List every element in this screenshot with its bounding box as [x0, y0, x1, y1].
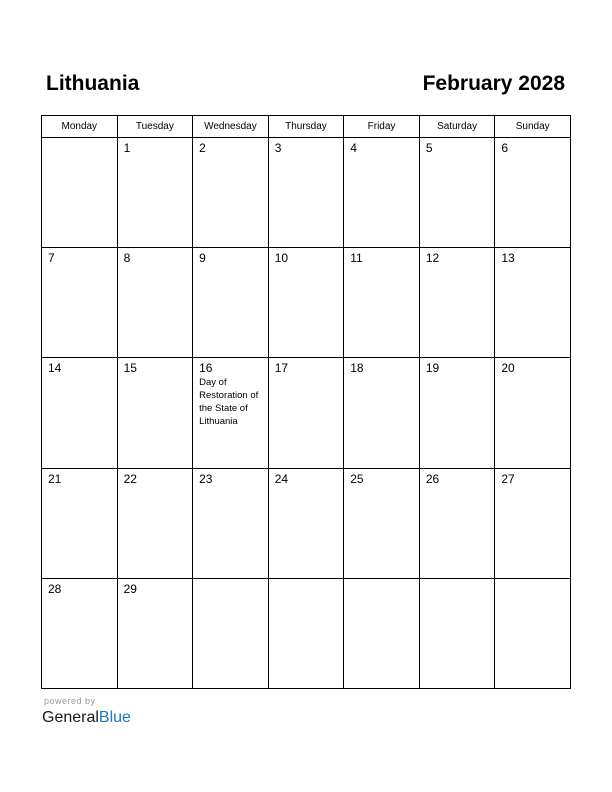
day-cell-content [344, 138, 419, 155]
day-cell [193, 578, 269, 688]
day-cell [268, 578, 344, 688]
day-cell-content [193, 358, 268, 428]
day-cell [495, 358, 571, 468]
week-row [42, 248, 571, 358]
day-number: 1 [123, 141, 131, 155]
day-cell [419, 248, 495, 358]
day-number: 25 [350, 471, 364, 486]
weekday-header-saturday: Saturday [419, 116, 495, 138]
weekday-header-row [42, 116, 571, 138]
day-number: 21 [48, 471, 62, 486]
day-number: 26 [425, 471, 440, 486]
powered-by-label: powered by [44, 696, 96, 706]
day-cell-content [344, 358, 419, 375]
day-number: 4 [350, 141, 357, 155]
day-cell-content [118, 579, 193, 596]
day-cell [495, 248, 571, 358]
day-cell [117, 358, 193, 468]
day-cell [419, 358, 495, 468]
day-cell-content [420, 358, 495, 375]
day-cell [42, 248, 118, 358]
day-number: 16 [199, 361, 213, 376]
day-cell-content [495, 248, 570, 265]
calendar-grid [41, 115, 571, 689]
day-number: 14 [48, 361, 62, 376]
day-cell-content [42, 469, 117, 486]
brand-blue-text: Blue [98, 709, 131, 726]
day-cell-content [193, 248, 268, 265]
day-number: 9 [199, 251, 206, 266]
day-cell-content [344, 248, 419, 265]
day-cell [193, 248, 269, 358]
day-cell [268, 248, 344, 358]
weekday-header-tuesday: Tuesday [117, 116, 193, 138]
day-number: 6 [501, 141, 509, 155]
day-number: 18 [350, 361, 364, 376]
day-cell-content [269, 579, 344, 582]
holiday-label: Day of Restoration of the State of Lithuania [199, 377, 259, 428]
day-cell-content [495, 469, 570, 486]
day-cell [495, 138, 571, 248]
day-number: 23 [199, 471, 213, 486]
day-cell [344, 138, 420, 248]
day-cell-content [344, 469, 419, 486]
brand-general-text: General [42, 709, 99, 726]
day-cell [42, 468, 118, 578]
day-cell-content [193, 579, 268, 582]
day-number: 15 [123, 361, 137, 376]
day-cell-content [269, 469, 344, 486]
day-number: 8 [123, 251, 131, 266]
day-cell-content [269, 138, 344, 155]
day-number: 27 [501, 471, 515, 486]
day-cell-content [118, 138, 193, 155]
day-cell [117, 578, 193, 688]
day-number: 7 [48, 251, 55, 266]
day-cell-content [42, 579, 117, 596]
day-number: 24 [274, 471, 289, 486]
day-cell [344, 578, 420, 688]
day-cell [42, 358, 118, 468]
day-number: 28 [48, 581, 62, 596]
day-cell [42, 138, 118, 248]
week-row [42, 468, 571, 578]
day-cell [344, 468, 420, 578]
day-cell-content [269, 248, 344, 265]
day-cell [268, 138, 344, 248]
month-year-title: February 2028 [422, 72, 565, 95]
day-cell-content [495, 138, 570, 155]
day-cell-content [42, 248, 117, 265]
day-cell [193, 138, 269, 248]
day-number: 29 [123, 581, 137, 596]
footer-branding [42, 696, 131, 728]
day-cell-content [193, 469, 268, 486]
day-cell [268, 468, 344, 578]
day-cell [419, 138, 495, 248]
day-number: 12 [425, 251, 440, 266]
calendar-body [42, 138, 571, 689]
day-cell [117, 248, 193, 358]
weekday-header-wednesday: Wednesday [193, 116, 269, 138]
day-cell-content [495, 579, 570, 582]
day-cell-content [420, 579, 495, 582]
day-cell [419, 468, 495, 578]
day-cell-content [420, 469, 495, 486]
day-cell-content [118, 248, 193, 265]
day-cell-content [420, 138, 495, 155]
day-cell-content [269, 358, 344, 375]
day-cell-content [42, 138, 117, 141]
day-number: 2 [199, 141, 206, 155]
day-cell-content [420, 248, 495, 265]
day-cell-content [193, 138, 268, 155]
weekday-header-sunday: Sunday [495, 116, 571, 138]
day-number: 11 [350, 251, 363, 266]
day-cell [117, 138, 193, 248]
day-cell [495, 468, 571, 578]
country-title: Lithuania [46, 72, 140, 95]
generalblue-logo[interactable] [42, 708, 131, 728]
weekday-header-friday: Friday [344, 116, 420, 138]
day-number: 13 [501, 251, 515, 266]
day-cell [419, 578, 495, 688]
weekday-header-monday: Monday [42, 116, 118, 138]
day-number: 22 [123, 471, 137, 486]
day-cell-content [42, 358, 117, 375]
day-cell [193, 358, 269, 468]
day-cell [42, 578, 118, 688]
weekday-header-thursday: Thursday [268, 116, 344, 138]
day-number: 10 [274, 251, 289, 266]
day-cell [344, 248, 420, 358]
day-cell-content [118, 469, 193, 486]
week-row [42, 138, 571, 248]
day-number: 5 [425, 141, 433, 155]
week-row [42, 358, 571, 468]
day-cell-content [118, 358, 193, 375]
day-number: 17 [274, 361, 289, 376]
day-cell-content [495, 358, 570, 375]
day-cell [268, 358, 344, 468]
day-cell [495, 578, 571, 688]
day-cell [117, 468, 193, 578]
day-cell [344, 358, 420, 468]
day-number: 20 [501, 361, 515, 376]
day-cell-content [344, 579, 419, 582]
day-number: 19 [425, 361, 440, 376]
week-row [42, 578, 571, 688]
day-cell [193, 468, 269, 578]
day-number: 3 [274, 141, 282, 155]
